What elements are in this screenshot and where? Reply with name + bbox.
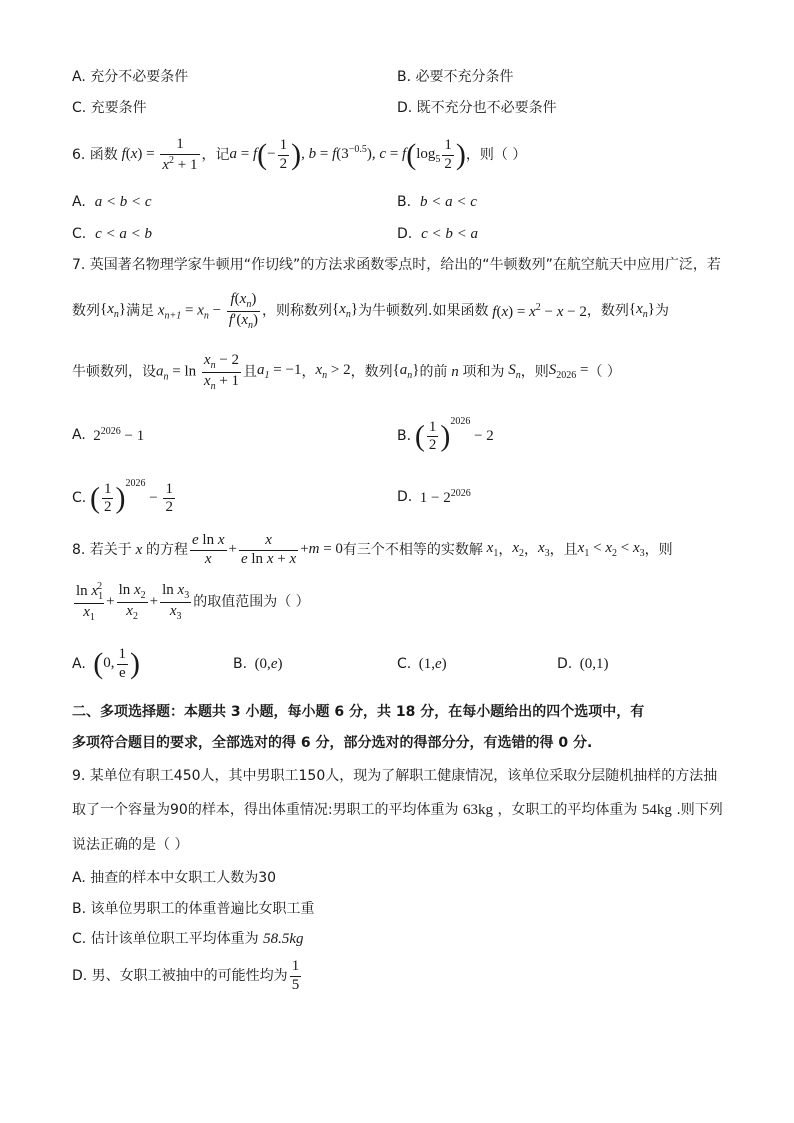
q9-line2	[72, 803, 723, 818]
q9-line2b: ，女职工的平均体重为	[497, 802, 638, 818]
q7-option-d-expr: $1 - 2^{2026}$	[412, 487, 471, 506]
q7-l2f: 为	[654, 303, 669, 319]
q7-line3	[72, 351, 621, 393]
q8-option-d[interactable]	[557, 652, 608, 676]
q8-option-a[interactable]	[72, 642, 140, 686]
q9-option-d-frac: $\frac{1}{5}$	[291, 958, 300, 993]
q8-line1	[72, 530, 673, 570]
q6-option-d[interactable]: D. c < b < a	[397, 226, 479, 242]
q9-male-weight: 63kg	[462, 802, 493, 818]
q8-c: 有三个不相等的实数解	[342, 542, 483, 558]
q6-option-d-text: c < b < a	[421, 226, 479, 242]
q7-l2b: 满足	[126, 303, 155, 319]
q9-option-c-value: 58.5kg	[263, 931, 304, 947]
q6-function: f(x) = $\frac{1}{x^2 + 1}$	[117, 136, 198, 173]
q5-option-d[interactable]: D. 既不充分也不必要条件	[397, 100, 557, 116]
q8-f: ，且	[549, 542, 578, 558]
q5-option-b[interactable]: B. 必要不充分条件	[397, 69, 514, 85]
q6-option-b-text: b < a < c	[419, 194, 477, 210]
q9-female-weight: 54kg	[641, 802, 672, 818]
q7-function: $f(x) = x^2 - x - 2$	[488, 301, 587, 320]
q8-line2	[72, 580, 310, 624]
q5-option-a[interactable]: A. 充分不必要条件	[72, 69, 189, 85]
q6-tail: ，则（ ）	[465, 147, 527, 163]
q7-seq-an: $\{a_n\}$	[392, 362, 420, 381]
q8-option-c-expr: (1,e)	[418, 655, 447, 672]
q7-s2026: $S_{2026}$ =	[548, 362, 589, 381]
q7-l3c: ，	[301, 364, 316, 380]
q6-stem	[72, 135, 526, 175]
q9-option-d-text: D. 男、女职工被抽中的可能性均为	[72, 968, 288, 984]
q9-option-c-text: C. 估计该单位职工平均体重为	[72, 931, 259, 947]
q7-option-a-expr: $2^{2026} - 1$	[85, 425, 145, 444]
q9-line2a: 取了一个容量为90的样本，得出体重情况:男职工的平均体重为	[72, 802, 459, 818]
q7-option-b-label: B.	[397, 428, 412, 444]
q6-mid: ，记	[201, 147, 230, 163]
q8-option-c-label: C.	[397, 656, 412, 672]
q7-seq-xn-2: $\{x_n\}$	[331, 301, 359, 320]
q8-option-b[interactable]	[233, 652, 282, 676]
q8-x1: $x_1$	[482, 540, 499, 559]
q7-option-d[interactable]	[397, 482, 471, 512]
q7-option-a-label: A.	[72, 427, 86, 443]
q8-g: ，则	[644, 542, 673, 558]
q8-option-c[interactable]	[397, 652, 447, 676]
q6-option-c-text: c < a < b	[95, 226, 153, 242]
q7-xn-gt-2: $x_n > 2$	[315, 362, 351, 381]
q8-option-a-expr: (0, $\frac{1}{e}$ )	[93, 646, 141, 681]
q9-line2c: .则下列	[676, 802, 723, 818]
q8-d: ，	[498, 542, 513, 558]
q8-option-b-expr: (0,e)	[254, 655, 283, 672]
q8-target-expr: $\frac{\ln x_1^2}{x_1}$ + $\frac{\ln x_2}{x_2}$ + $\frac{\ln x_3}{x_3}$	[76, 581, 190, 623]
q8-option-d-label: D.	[557, 656, 573, 672]
q7-line1: 7. 英国著名物理学家牛顿用“作切线”的方法求函数零点时，给出的“牛顿数列”在航空航天中应用广泛，若	[72, 257, 721, 273]
q7-line2	[72, 290, 669, 332]
q7-option-c[interactable]	[72, 476, 177, 520]
q9-line3: 说法正确的是（ ）	[72, 837, 189, 853]
q7-l2d: 为牛顿数列.如果函数	[358, 303, 489, 319]
q6-frac: $\frac{1}{x^2 + 1}$	[162, 136, 198, 173]
section2-line2: 多项符合题目的要求，全部选对的得 6 分，部分选对的得部分分，有选错的得 0 分.	[72, 735, 593, 751]
q7-a1: $a_1 = -1$	[257, 362, 302, 381]
q8-e: ，	[524, 542, 538, 558]
q7-an-def: $a_n = \ln$ $\frac{x_n - 2}{x_n + 1}$	[156, 352, 240, 392]
q8-option-d-expr: (0,1)	[572, 655, 609, 672]
q7-sn: $S_n$	[504, 362, 521, 381]
q9-option-a[interactable]: A. 抽查的样本中女职工人数为30	[72, 870, 277, 886]
q7-seq-xn-3: $\{x_n\}$	[628, 301, 655, 320]
q7-l3g: ，则	[520, 364, 549, 380]
q8-x3: $x_3$	[538, 540, 550, 559]
q7-l3a: 牛顿数列，设	[72, 364, 156, 380]
q8-b: 的方程	[145, 542, 188, 558]
q7-l3e: 的前	[419, 364, 448, 380]
section2-line1: 二、多项选择题：本题共 3 小题，每小题 6 分，共 18 分，在每小题给出的四个选项中，有	[72, 704, 645, 720]
q6-option-c[interactable]: C. c < a < b	[72, 226, 153, 242]
q5-option-c[interactable]: C. 充要条件	[72, 100, 147, 116]
q9-option-d[interactable]	[72, 956, 303, 996]
q6-option-a[interactable]: A. a < b < c	[72, 194, 152, 210]
q6-abc: a = f(− $\frac{1}{2}$ ), $b = f(3^{-0.5})$, $c = f(\log_5$ $\frac{1}{2}$ )	[229, 137, 466, 172]
q9-line1: 9. 某单位有职工450人，其中男职工150人，现为了解职工健康情况，该单位采取分层随机抽样的方法抽	[72, 768, 718, 784]
q6-lead: 6. 函数	[72, 147, 118, 163]
q7-l2e: ，数列	[586, 303, 629, 319]
q7-l3f: 项和为	[462, 364, 505, 380]
q7-n: n	[447, 363, 463, 380]
q7-option-b[interactable]	[397, 414, 494, 458]
q8-equation: $\frac{\text{e ln x}}{x}$ + $\frac{x}{\text{e ln x + x}}$ +m = 0	[191, 532, 343, 567]
q9-option-b[interactable]: B. 该单位男职工的体重普遍比女职工重	[72, 901, 315, 917]
q8-option-a-label: A.	[72, 656, 86, 672]
q8-a: 8. 若关于	[72, 542, 132, 558]
q7-l3h: （ ）	[588, 364, 621, 380]
q7-l3d: ，数列	[350, 364, 393, 380]
q7-l2a: 数列	[72, 303, 100, 319]
q8-order: $x_1 < x_2 < x_3$	[577, 540, 645, 559]
q8-x: x	[131, 541, 146, 558]
q6-option-b[interactable]: B. b < a < c	[397, 194, 477, 210]
q7-option-c-label: C.	[72, 490, 87, 506]
q7-seq-xn: $\{x_n\}$	[100, 301, 127, 320]
q9-option-c[interactable]	[72, 932, 304, 947]
q7-option-c-expr: ( $\frac{1}{2}$ )$^{2026}$ − $\frac{1}{2}$	[89, 478, 173, 516]
q7-option-b-expr: ( $\frac{1}{2}$ )$^{2026}$ − 2	[414, 416, 494, 454]
q7-option-a[interactable]	[72, 420, 144, 450]
q6-option-a-text: a < b < c	[94, 194, 152, 210]
q7-option-d-label: D.	[397, 489, 413, 505]
q8-h: 的取值范围为（ ）	[193, 594, 310, 610]
q7-l2c: ，则称数列	[261, 303, 332, 319]
q8-x2: $x_2$	[512, 540, 524, 559]
q7-l3b: 且	[243, 364, 258, 380]
q7-newton-formula: $x_{n+1} = x_n$ − $\frac{f(x_n)}{f'(x_n)}$	[154, 291, 258, 331]
q8-option-b-label: B.	[233, 656, 248, 672]
